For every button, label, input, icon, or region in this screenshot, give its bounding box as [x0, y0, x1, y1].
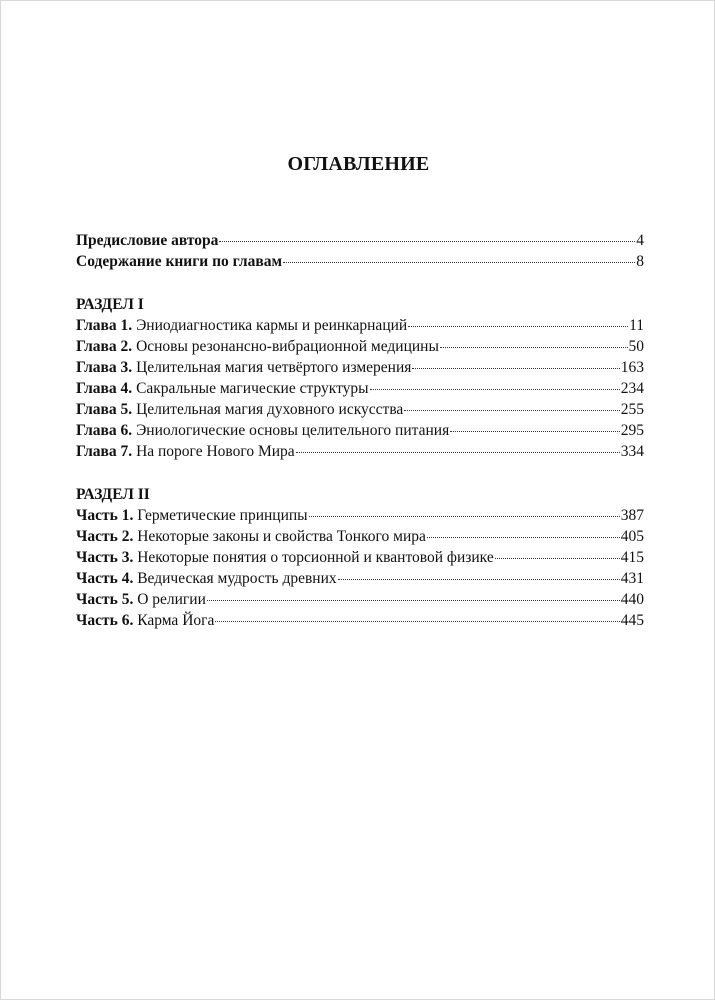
toc-entry-text: Эниодиагностика кармы и реинкарнаций — [136, 317, 408, 334]
toc-entry-label — [76, 568, 337, 589]
toc-entry-prefix: Часть 2. — [76, 528, 134, 545]
toc-entry[interactable] — [76, 336, 644, 357]
toc-entry-prefix: Глава 6. — [76, 422, 133, 439]
toc-entry-label — [76, 589, 206, 610]
toc-entry-label — [76, 336, 439, 357]
toc-page-number: 445 — [620, 612, 644, 629]
toc-entry-label — [76, 441, 295, 462]
page-title: ОГЛАВЛЕНИЕ — [287, 153, 430, 175]
toc-entry[interactable] — [76, 589, 644, 610]
toc-page-number: 387 — [620, 507, 644, 524]
toc-entry-label — [76, 547, 494, 568]
dot-leader — [495, 548, 620, 559]
toc-page-number: 440 — [620, 591, 644, 608]
toc-entry-text: Ведическая мудрость древних — [137, 570, 337, 587]
toc-entry-text: Карма Йога — [137, 612, 215, 629]
dot-leader — [207, 590, 620, 601]
toc-page-number: 431 — [620, 570, 644, 587]
toc-entry-prefix: Часть 1. — [76, 507, 134, 524]
toc-entry-label — [76, 357, 411, 378]
toc-entry-contents[interactable] — [76, 251, 644, 272]
toc-page-number: 255 — [620, 401, 644, 418]
toc-page-number: 295 — [620, 422, 644, 439]
toc-entry-label — [76, 315, 407, 336]
toc-entry[interactable] — [76, 378, 644, 399]
table-of-contents — [76, 230, 644, 631]
toc-page-number: 11 — [629, 317, 644, 334]
toc-page-number: 334 — [620, 443, 644, 460]
toc-entry-text: Основы резонансно-вибрационной медицины — [136, 338, 439, 355]
toc-entry-label — [76, 399, 403, 420]
dot-leader — [370, 379, 620, 390]
toc-entry[interactable] — [76, 357, 644, 378]
toc-entry-prefix: Глава 3. — [76, 359, 133, 376]
toc-entry-label — [76, 610, 214, 631]
section-heading-2: РАЗДЕЛ II — [76, 486, 150, 503]
dot-leader — [338, 569, 620, 580]
toc-page-number: 8 — [636, 253, 644, 270]
toc-entry-label: Содержание книги по главам — [76, 253, 283, 270]
toc-entry-text: Целительная магия четвёртого измерения — [136, 359, 412, 376]
toc-entry-label — [76, 526, 426, 547]
toc-entry-prefix: Глава 7. — [76, 443, 133, 460]
toc-page-number: 163 — [620, 359, 644, 376]
toc-page-number: 4 — [636, 232, 644, 249]
toc-entry-text: Сакральные магические структуры — [136, 380, 369, 397]
dot-leader — [296, 442, 620, 453]
toc-entry[interactable] — [76, 420, 644, 441]
dot-leader — [309, 506, 620, 517]
toc-entry-label — [76, 378, 369, 399]
toc-entry[interactable] — [76, 315, 644, 336]
toc-entry-prefix: Глава 4. — [76, 380, 133, 397]
toc-entry-prefix: Глава 2. — [76, 338, 133, 355]
toc-entry[interactable] — [76, 547, 644, 568]
toc-entry[interactable] — [76, 568, 644, 589]
dot-leader — [440, 337, 628, 348]
toc-entry[interactable] — [76, 505, 644, 526]
dot-leader — [408, 316, 628, 327]
spacer — [76, 272, 644, 294]
toc-entry-text: Целительная магия духовного искусства — [136, 401, 404, 418]
toc-entry-prefix: Часть 6. — [76, 612, 134, 629]
toc-entry-label — [76, 420, 449, 441]
dot-leader — [427, 527, 620, 538]
dot-leader — [219, 231, 635, 242]
toc-entry-text: О религии — [137, 591, 206, 608]
toc-entry[interactable] — [76, 526, 644, 547]
toc-entry-text: Герметические принципы — [137, 507, 308, 524]
toc-entry-prefix: Глава 5. — [76, 401, 133, 418]
toc-entry-label — [76, 505, 308, 526]
toc-entry[interactable] — [76, 399, 644, 420]
dot-leader — [412, 358, 619, 369]
dot-leader — [450, 421, 620, 432]
toc-page-number: 50 — [628, 338, 644, 355]
toc-entry-prefix: Глава 1. — [76, 317, 133, 334]
toc-entry-prefix: Часть 3. — [76, 549, 134, 566]
toc-page-number: 415 — [620, 549, 644, 566]
toc-page-number: 234 — [620, 380, 644, 397]
toc-entry-preface[interactable] — [76, 230, 644, 251]
dot-leader — [404, 400, 619, 411]
toc-entry-prefix: Часть 4. — [76, 570, 134, 587]
toc-entry[interactable] — [76, 441, 644, 462]
toc-entry[interactable] — [76, 610, 644, 631]
toc-page-number: 405 — [620, 528, 644, 545]
toc-entry-text: Некоторые законы и свойства Тонкого мира — [137, 528, 426, 545]
dot-leader — [215, 611, 619, 622]
spacer — [76, 462, 644, 484]
toc-entry-prefix: Часть 5. — [76, 591, 134, 608]
section-heading-1: РАЗДЕЛ I — [76, 296, 144, 313]
toc-entry-text: Некоторые понятия о торсионной и квантовой физике — [137, 549, 494, 566]
dot-leader — [283, 252, 635, 263]
toc-entry-text: На пороге Нового Мира — [136, 443, 295, 460]
toc-entry-text: Эниологические основы целительного питания — [136, 422, 450, 439]
toc-entry-label: Предисловие автора — [76, 232, 219, 249]
